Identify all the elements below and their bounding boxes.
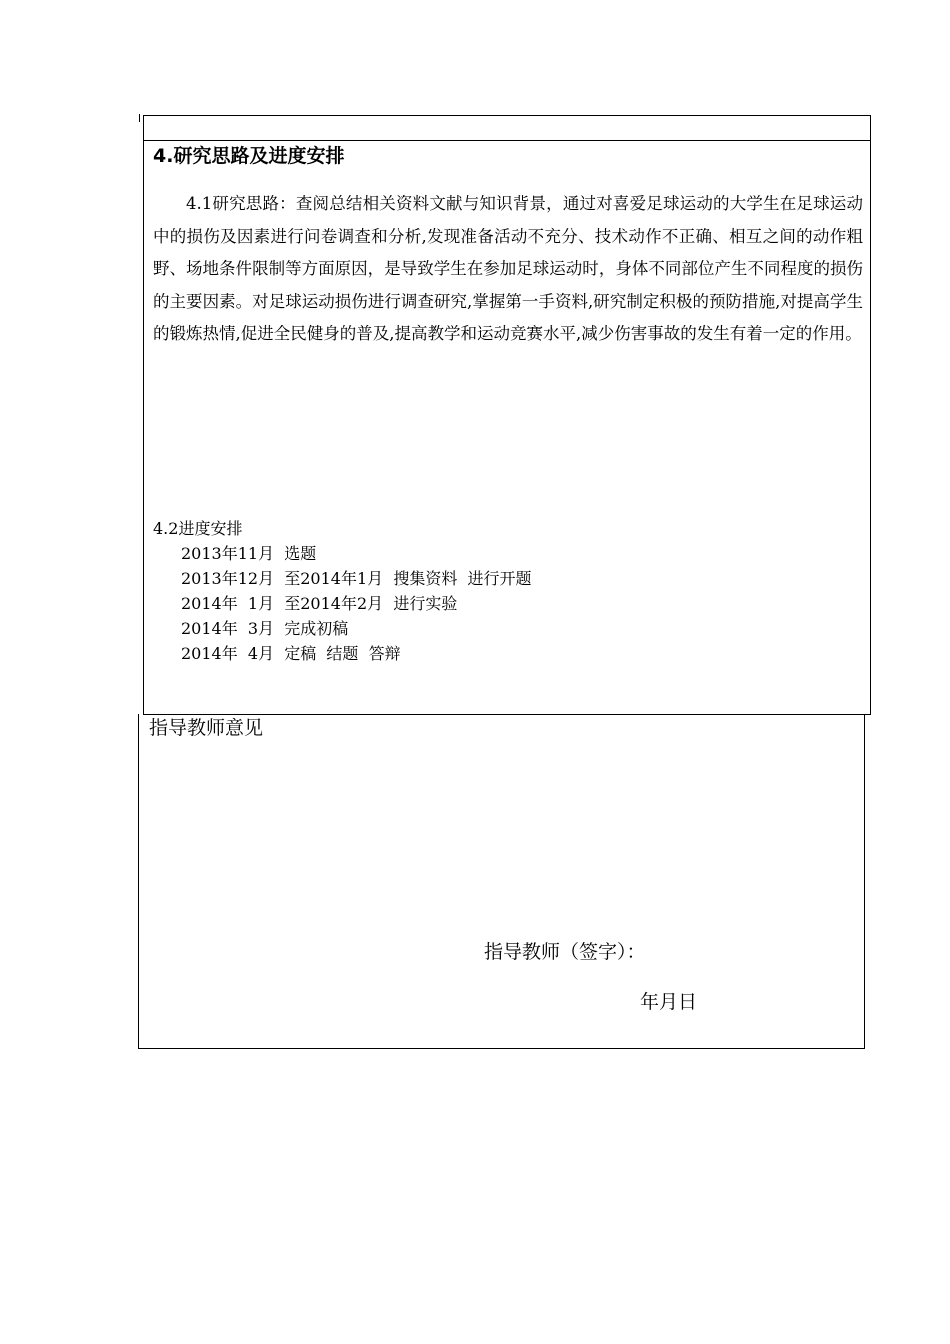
schedule-item: 2014年 4月 定稿 结题 答辩 (181, 644, 401, 663)
margin-tick (139, 114, 140, 122)
advisor-signature-label: 指导教师（签字）： (484, 941, 646, 963)
date-label: 年月日 (640, 991, 698, 1013)
schedule-item: 2013年11月 选题 (181, 544, 317, 563)
advisor-opinion-title: 指导教师意见 (149, 717, 264, 739)
schedule-item: 2014年 3月 完成初稿 (181, 619, 349, 638)
section-title: 4.研究思路及进度安排 (153, 145, 345, 167)
research-idea-paragraph: 4.1研究思路：查阅总结相关资料文献与知识背景，通过对喜爱足球运动的大学生在足球运动中的损伤及因素进行问卷调查和分析,发现准备活动不充分、技术动作不正确、相互之间的动作粗野、场地条件限制等方面原因，是导致学生在参加足球运动时，身体不同部位产生不同程度的损伤的主要因素。对足球运动损伤进行调查研究,掌握第一手资料,研究制定积极的预防措施,对提高学生的锻炼热情,促进全民健身的普及,提高教学和运动竞赛水平,减少伤害事故的发生有着一定的作用。 (153, 194, 863, 343)
schedule-list (181, 541, 532, 666)
form-top-row (143, 115, 871, 141)
advisor-opinion-cell (138, 714, 865, 1049)
schedule-item: 2014年 1月 至2014年2月 进行实验 (181, 594, 458, 613)
schedule-title: 4.2进度安排 (153, 519, 243, 538)
schedule-item: 2013年12月 至2014年1月 搜集资料 进行开题 (181, 569, 532, 588)
